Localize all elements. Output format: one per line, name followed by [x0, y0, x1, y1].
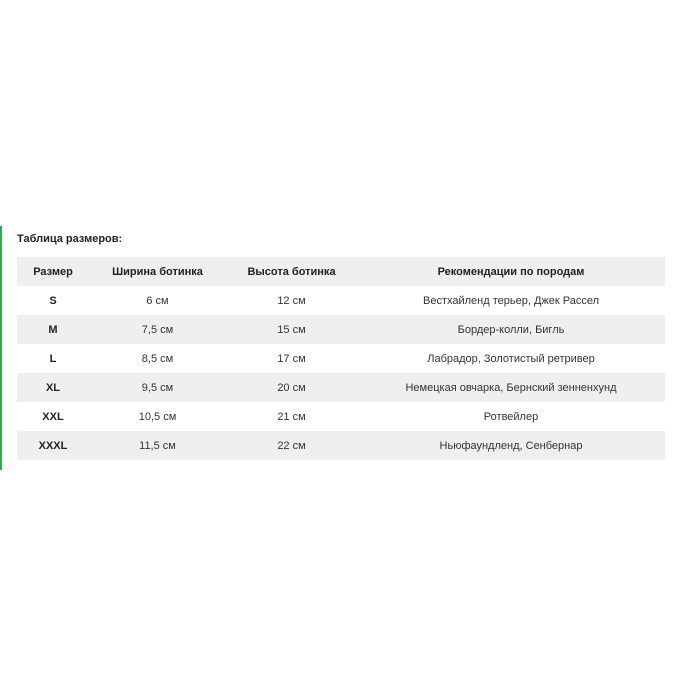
- table-header-row: [17, 257, 665, 286]
- table-row: [17, 373, 665, 402]
- cell-breeds: Вестхайленд терьер, Джек Рассел: [423, 294, 599, 307]
- cell-size: M: [17, 315, 89, 344]
- table-row: [17, 344, 665, 373]
- cell-size: XL: [17, 373, 89, 402]
- cell-breeds: Ротвейлер: [483, 410, 539, 423]
- table-row: [17, 315, 665, 344]
- table-row: [17, 431, 665, 460]
- cell-size: XXXL: [17, 431, 89, 460]
- cell-width: 8,5 см: [141, 352, 174, 365]
- cell-size: XXL: [42, 410, 64, 423]
- cell-height: 21 см: [277, 410, 306, 423]
- size-chart-section: [17, 231, 665, 460]
- table-row: [17, 286, 665, 315]
- cell-width: 10,5 см: [138, 410, 177, 423]
- cell-height: 15 см: [226, 315, 357, 344]
- cell-width: 7,5 см: [89, 315, 226, 344]
- header-boot-height: Высота ботинка: [226, 257, 357, 286]
- size-table: [17, 257, 665, 460]
- cell-breeds: Бордер-колли, Бигль: [357, 315, 665, 344]
- cell-height: 22 см: [226, 431, 357, 460]
- header-breed-recommendations: Рекомендации по породам: [357, 257, 665, 286]
- cell-breeds: Немецкая овчарка, Бернский зенненхунд: [357, 373, 665, 402]
- table-row: [17, 402, 665, 431]
- cell-breeds: Ньюфаундленд, Сенбернар: [357, 431, 665, 460]
- section-title: Таблица размеров:: [17, 233, 123, 245]
- cell-height: 17 см: [277, 352, 306, 365]
- header-boot-width: Ширина ботинка: [89, 257, 226, 286]
- cell-width: 11,5 см: [89, 431, 226, 460]
- cell-height: 20 см: [226, 373, 357, 402]
- cell-height: 12 см: [277, 294, 306, 307]
- header-size: Размер: [17, 257, 89, 286]
- cell-width: 9,5 см: [89, 373, 226, 402]
- cell-size: L: [49, 352, 57, 365]
- accent-bar: [0, 226, 2, 470]
- cell-size: S: [49, 294, 57, 307]
- cell-breeds: Лабрадор, Золотистый ретривер: [427, 352, 595, 365]
- cell-width: 6 см: [146, 294, 169, 307]
